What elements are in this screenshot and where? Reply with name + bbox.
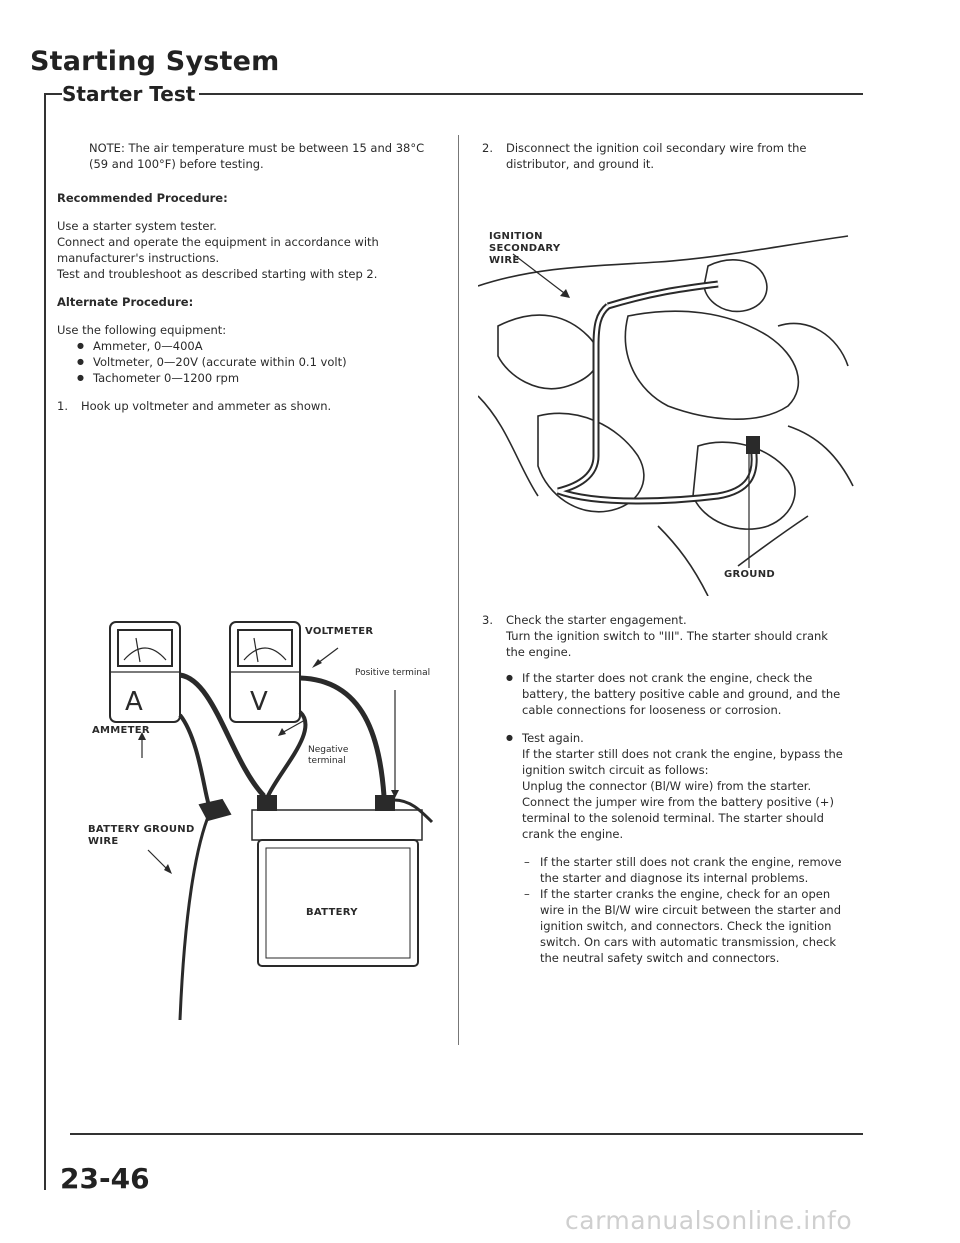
step-1 [57,398,442,414]
voltmeter-label: VOLTMETER [305,626,374,637]
left-frame-rule [44,93,46,1190]
engine-line-c [788,426,853,486]
dash-check-wire: – If the starter cranks the engine, check for an open wire in the Bl/W wire circuit between the starter and ignition switch, and connectors. Check the ignition switch. On cars with automatic transmission, check the neutral safety switch and connectors. [524,886,844,966]
battery-top [252,810,422,840]
negative-terminal-post [258,796,276,810]
step-2-text: Disconnect the ignition coil secondary wire from the distributor, and ground it. [506,141,807,171]
ground-clip [746,436,760,454]
recommended-line: Use a starter system tester. [57,219,217,233]
step-3-text: Turn the ignition switch to "III". The starter should crank the engine. [506,629,828,659]
alternate-heading: Alternate Procedure: [57,295,194,309]
voltmeter-positive-cable [300,678,384,796]
voltmeter-arrowhead [312,659,322,668]
recommended-heading: Recommended Procedure: [57,191,228,205]
meter-hookup-diagram [80,600,460,1020]
voltmeter-scale [244,648,286,660]
battery-case [258,840,418,966]
ammeter-label: AMMETER [92,725,150,736]
note-text: NOTE: The air temperature must be between 15 and 38°C (59 and 100°F) before testing. [89,141,425,171]
left-frame-cap [44,93,60,95]
ammeter-letter: A [125,687,143,717]
engine-line-b [658,526,708,596]
negative-terminal-arrowhead [278,728,286,736]
bullet-check-battery: ● If the starter does not crank the engine, check the battery, the battery positive cable and ground, and the cable connections for looseness or corrosion. [506,670,844,718]
ground-label: GROUND [724,569,775,580]
bullet-test-again-text2: Unplug the connector (Bl/W wire) from the starter. Connect the jumper wire from the battery positive (+) terminal to the solenoid terminal. The starter should crank the engine. [522,779,834,841]
equipment-item: ● Tachometer 0—1200 rpm [77,370,442,386]
step-3 [482,612,844,966]
positive-terminal-label: Positive terminal [355,668,431,678]
voltmeter-negative-cable [268,712,306,796]
ground-wire-arrowhead [164,864,172,874]
page-number: 23-46 [60,1162,150,1195]
left-column [57,140,442,414]
bullet-test-again-title: ● Test again. [522,731,584,745]
secondary-wire-run [558,306,608,491]
ammeter-scale [124,648,166,660]
bullet-test-again [506,730,844,842]
engine-part-a [498,315,598,389]
page-title: Starting System [30,46,280,77]
battery-ground-wire-label: BATTERY GROUND WIRE [88,824,195,847]
engine-part-b [625,311,798,419]
battery-label: BATTERY [306,907,358,918]
voltmeter-letter: V [250,687,268,717]
meter-hookup-illustration [80,600,460,1020]
dash-diagnose-starter: – If the starter still does not crank the engine, remove the starter and diagnose its internal problems. [524,854,844,886]
ignition-wire-diagram [478,196,858,596]
step-1-text: Hook up voltmeter and ammeter as shown. [81,399,332,413]
ground-clamp [200,800,230,820]
footer-rule [70,1133,863,1135]
bullet-test-again-text: If the starter still does not crank the engine, bypass the ignition switch circuit as follows: [522,747,843,777]
ignition-secondary-wire-label: IGNITION SECONDARY WIRE [489,231,561,266]
battery-positive-cable [394,800,432,822]
battery-panel [266,848,410,958]
recommended-line: Test and troubleshoot as described starting with step 2. [57,267,378,281]
ammeter-negative-cable [180,715,210,808]
equipment-intro: Use the following equipment: [57,323,227,337]
positive-terminal-post [376,796,394,810]
engine-part-c [778,323,848,366]
negative-terminal-label: Negative terminal [308,745,349,766]
step-3-number: 3. [482,613,493,627]
watermark: carmanualsonline.info [565,1206,853,1235]
section-title: Starter Test [62,82,199,106]
step-3-title: Check the starter engagement. [506,613,687,627]
step-2-number: 2. [482,141,493,155]
equipment-item: ● Voltmeter, 0—20V (accurate within 0.1 volt) [77,354,442,370]
step-1-number: 1. [57,399,68,413]
step-2 [482,140,868,172]
recommended-line: Connect and operate the equipment in accordance with manufacturer's instructions. [57,235,379,265]
engine-line-a [478,396,538,496]
equipment-item: ● Ammeter, 0—400A [77,338,442,354]
